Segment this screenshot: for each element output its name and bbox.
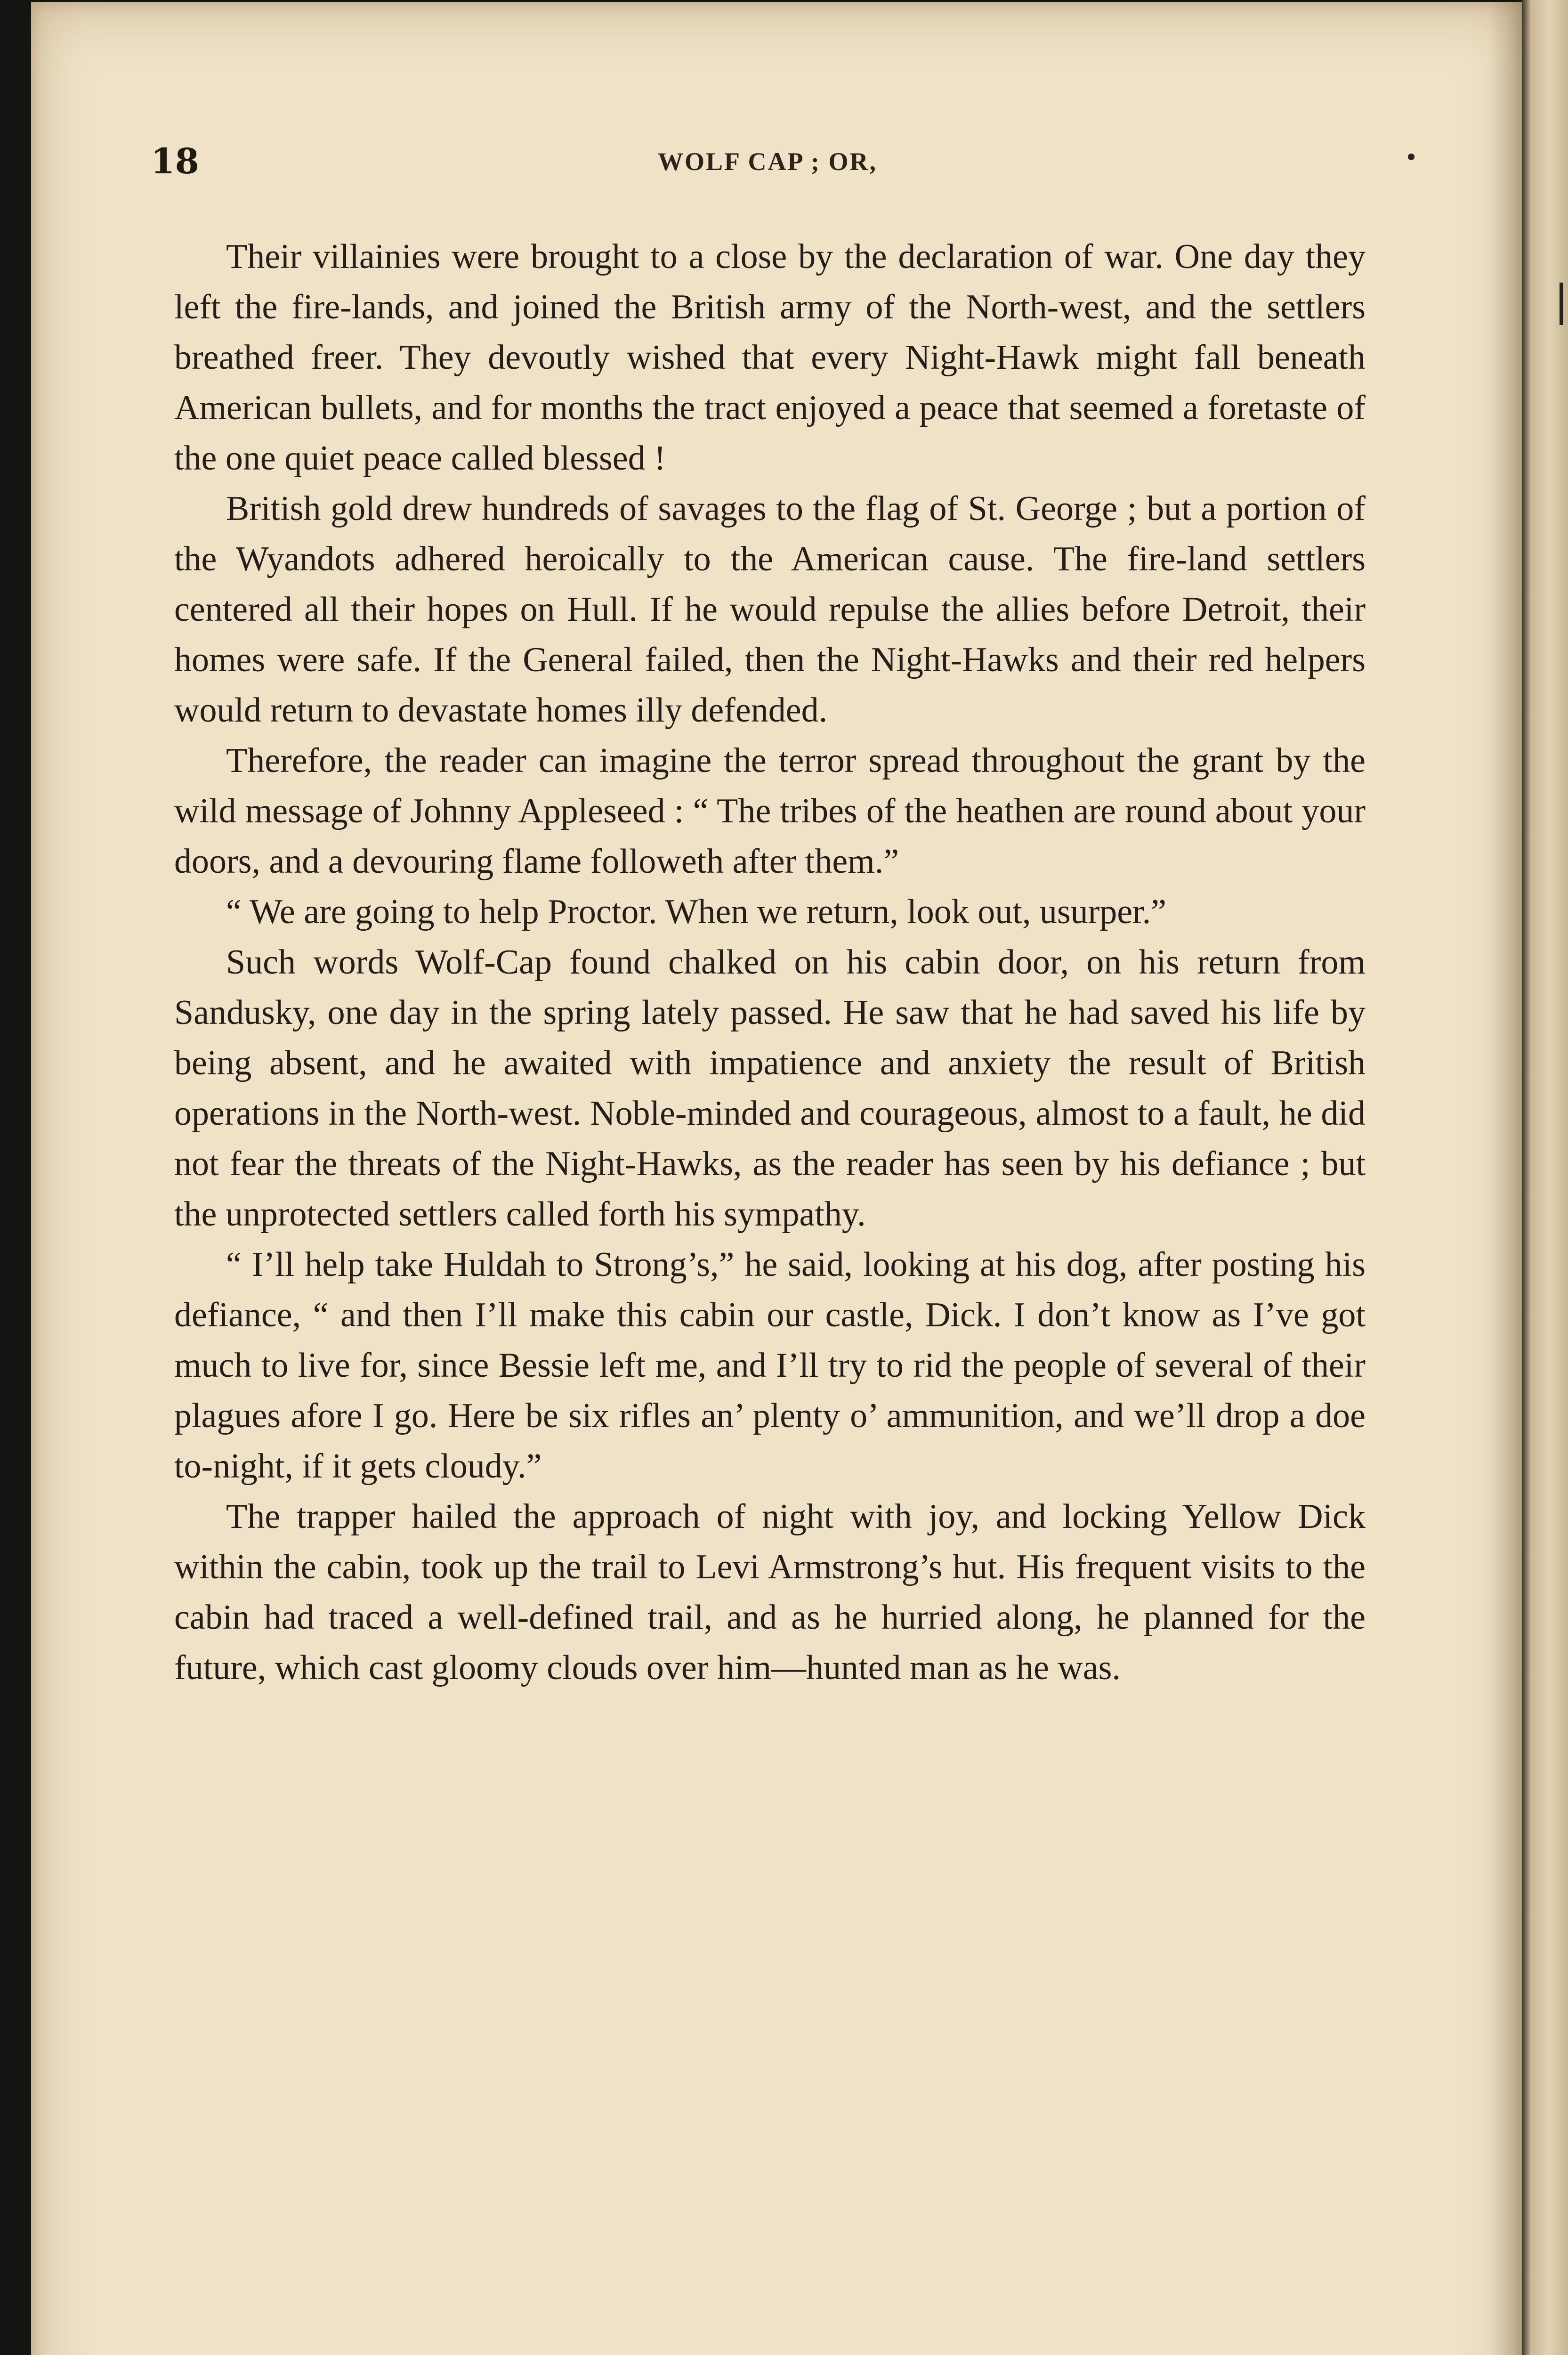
paragraph: Therefore, the reader can imagine the terror spread throughout the grant by the wild message of Johnny Appleseed : “ The tribes of the heathen are round about your doors, and a devouring flame followeth after them.” [174, 741, 1366, 881]
running-title: WOLF CAP ; OR, [658, 147, 877, 176]
paragraph: Such words Wolf-Cap found chalked on his cabin door, on his return from Sandusky, one day in the spring lately passed. He saw that he had saved his life by being absent, and he awaited with impatience and anxiety the result of British operations in the North-west. Noble-minded and courageous, almost to a fault, he did not fear the threats of the Night-Hawks, as the reader has seen by his defiance ; but the unprotected settlers called forth his sympathy. [174, 943, 1366, 1234]
facing-page-edge [1522, 0, 1568, 2355]
paragraph: The trapper hailed the approach of night with joy, and locking Yellow Dick within the cabin, took up the trail to Levi Armstrong’s hut. His frequent visits to the cabin had traced a well-defined trail, and as he hurried along, he planned for the future, which cast gloomy clouds over him—hunted man as he was. [174, 1497, 1366, 1687]
body-text [174, 232, 1366, 1693]
paragraph: “ I’ll help take Huldah to Strong’s,” he said, looking at his dog, after posting his defiance, “ and then I’ll make this cabin our castle, Dick. I don’t know as I’ve got much to live for, since Bessie left me, and I’ll try to rid the people of several of their plagues afore I go. Here be six rifles an’ plenty o’ ammunition, and we’ll drop a doe to-night, if it gets cloudy.” [174, 1245, 1366, 1486]
page-number: 18 [151, 141, 199, 182]
paragraph: Their villainies were brought to a close by the declaration of war. One day they left the fire-lands, and joined the British army of the North-west, and the settlers breathed freer. They devoutly wished that every Night-Hawk might fall beneath American bullets, and for months the tract enjoyed a peace that seemed a foretaste of the one quiet peace called blessed ! [174, 237, 1366, 478]
running-head [151, 141, 1384, 184]
ink-spot [1408, 154, 1414, 160]
paragraph: British gold drew hundreds of savages to the flag of St. George ; but a portion of the Wyandots adhered heroically to the American cause. The fire-land settlers centered all their hopes on Hull. If he would repulse the allies before Detroit, their homes were safe. If the General failed, then the Night-Hawks and their red helpers would return to devastate homes illy defended. [174, 489, 1366, 730]
facing-page-mark [1560, 283, 1563, 325]
paragraph: “ We are going to help Proctor. When we return, look out, usurper.” [226, 893, 1167, 931]
